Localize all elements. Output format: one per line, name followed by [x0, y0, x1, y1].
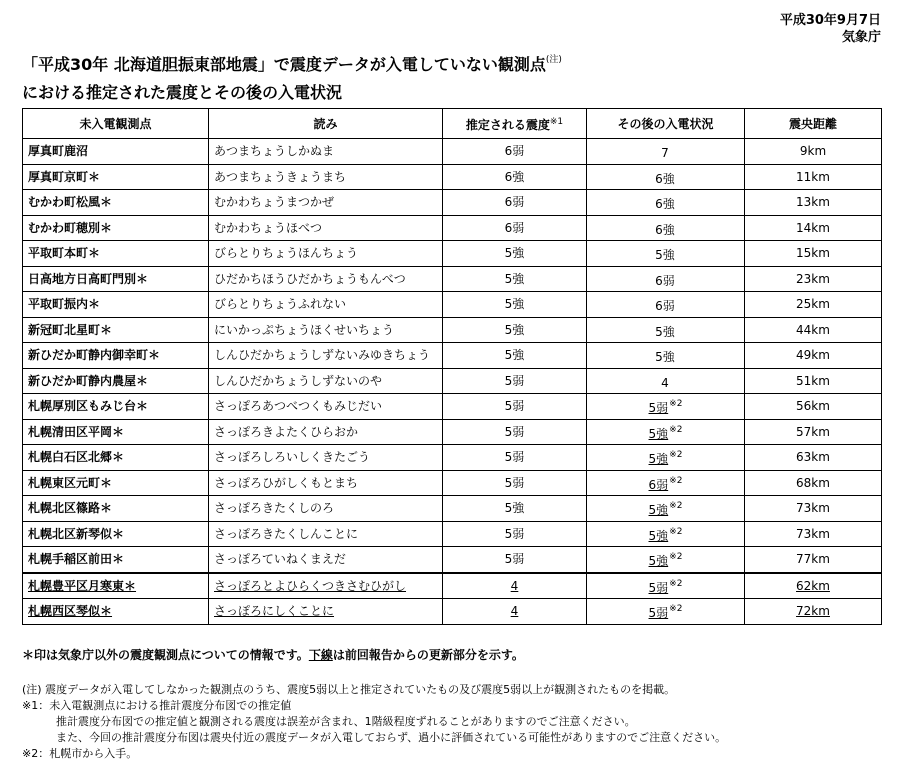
reading-cell: むかわちょうほべつ	[209, 215, 443, 241]
table-row	[23, 445, 882, 471]
distance-cell: 14km	[745, 215, 882, 241]
table-row	[23, 368, 882, 394]
station-name: 新ひだか町静内農屋	[28, 373, 137, 388]
later-value: 5強	[648, 528, 669, 543]
reading-cell: ひだかちほうひだかちょうもんべつ	[209, 266, 443, 292]
note-1-line-1: 推計震度分布図での推定値と観測される震度は誤差が含まれ、1階級程度ずれることがありますのでご注意ください。	[56, 715, 636, 728]
reading-cell: びらとりちょうほんちょう	[209, 241, 443, 267]
station-mark: ＊	[100, 604, 113, 619]
estimated-cell: 5強	[443, 317, 587, 343]
agency-name: 気象庁	[841, 30, 881, 45]
col-later: その後の入電状況	[587, 109, 745, 139]
later-cell	[587, 573, 745, 599]
distance-cell: 73km	[745, 521, 882, 547]
later-value: 6強	[655, 222, 675, 237]
station-name: 札幌北区篠路	[28, 501, 101, 516]
table-row	[23, 573, 882, 599]
station-cell	[23, 573, 209, 599]
table-row	[23, 419, 882, 445]
legend-underline-word: 下線	[308, 648, 333, 662]
table-row	[23, 470, 882, 496]
later-cell	[587, 470, 745, 496]
legend-underline-text: は前回報告からの更新部分を示す。	[332, 648, 524, 662]
station-cell	[23, 470, 209, 496]
station-mark: ＊	[88, 169, 101, 184]
later-value: 5強	[648, 554, 669, 569]
later-cell	[587, 215, 745, 241]
later-value: 4	[661, 375, 669, 390]
title-line-2: における推定された震度とその後の入電状況	[22, 83, 343, 102]
estimated-cell: 6弱	[443, 190, 587, 216]
station-name: 札幌厚別区もみじ台	[28, 399, 137, 414]
later-note: ※2	[669, 552, 683, 563]
estimated-cell: 5弱	[443, 394, 587, 420]
table-row	[23, 215, 882, 241]
reading-cell: さっぽろていねくまえだ	[209, 547, 443, 573]
col-estimated-note: ※1	[549, 117, 564, 127]
station-cell	[23, 521, 209, 547]
table-row	[23, 292, 882, 318]
station-table	[22, 108, 882, 625]
station-name: 平取町振内	[28, 297, 89, 312]
reading-cell: さっぽろきたくしのろ	[209, 496, 443, 522]
later-value: 5弱	[648, 606, 669, 621]
distance-cell: 62km	[745, 573, 882, 599]
distance-cell: 11km	[745, 164, 882, 190]
later-note: ※2	[669, 399, 683, 410]
station-cell	[23, 343, 209, 369]
station-cell	[23, 190, 209, 216]
station-name: 札幌白石区北郷	[28, 450, 113, 465]
station-cell	[23, 317, 209, 343]
report-date: 平成30年9月7日	[779, 13, 881, 28]
estimated-cell: 5弱	[443, 419, 587, 445]
later-value: 6弱	[655, 273, 675, 288]
station-mark: ＊	[88, 297, 101, 312]
col-estimated-label: 推定される震度	[465, 118, 550, 132]
station-cell	[23, 292, 209, 318]
distance-cell: 15km	[745, 241, 882, 267]
legend-asterisk: ＊印は気象庁以外の震度観測点についての情報です。	[22, 648, 309, 662]
note-1-title: ※1：未入電観測点における推計震度分布図での推定値	[22, 699, 292, 712]
estimated-cell: 5弱	[443, 547, 587, 573]
later-cell	[587, 521, 745, 547]
station-mark: ＊	[136, 271, 149, 286]
later-value: 5強	[648, 452, 669, 467]
reading-cell: さっぽろきよたくひらおか	[209, 419, 443, 445]
station-cell	[23, 215, 209, 241]
later-value: 5強	[648, 426, 669, 441]
station-mark: ＊	[88, 246, 101, 261]
reading-cell: さっぽろとよひらくつきさむひがし	[209, 573, 443, 599]
col-station: 未入電観測点	[23, 109, 209, 139]
station-name: 札幌東区元町	[28, 475, 101, 490]
later-cell	[587, 266, 745, 292]
reading-cell: さっぽろにしくことに	[209, 599, 443, 625]
estimated-cell: 6強	[443, 164, 587, 190]
station-mark: ＊	[124, 578, 137, 593]
later-cell	[587, 139, 745, 165]
estimated-cell: 5強	[443, 343, 587, 369]
table-row	[23, 521, 882, 547]
table-header-row	[23, 109, 882, 139]
station-name: 札幌西区琴似	[28, 604, 101, 619]
distance-cell: 9km	[745, 139, 882, 165]
later-cell	[587, 317, 745, 343]
reading-cell: さっぽろしろいしくきたごう	[209, 445, 443, 471]
distance-cell: 13km	[745, 190, 882, 216]
distance-cell: 25km	[745, 292, 882, 318]
table-row	[23, 394, 882, 420]
later-cell	[587, 190, 745, 216]
distance-cell: 44km	[745, 317, 882, 343]
station-name: 新ひだか町静内御幸町	[28, 348, 149, 363]
station-name: 新冠町北星町	[28, 322, 101, 337]
station-cell	[23, 368, 209, 394]
later-cell	[587, 164, 745, 190]
later-value: 5強	[655, 350, 675, 365]
station-name: 日高地方日高町門別	[28, 271, 137, 286]
distance-cell: 63km	[745, 445, 882, 471]
station-cell	[23, 496, 209, 522]
table-row	[23, 241, 882, 267]
distance-cell: 51km	[745, 368, 882, 394]
distance-cell: 49km	[745, 343, 882, 369]
reading-cell: びらとりちょうふれない	[209, 292, 443, 318]
later-value: 6強	[655, 197, 675, 212]
estimated-cell: 5弱	[443, 470, 587, 496]
station-name: むかわ町松風	[28, 195, 101, 210]
station-cell	[23, 139, 209, 165]
later-cell	[587, 292, 745, 318]
title-note-mark: (注)	[545, 55, 562, 65]
table-row	[23, 139, 882, 165]
table-row	[23, 496, 882, 522]
later-cell	[587, 445, 745, 471]
col-distance: 震央距離	[745, 109, 882, 139]
later-note: ※2	[669, 475, 683, 486]
estimated-cell: 6弱	[443, 215, 587, 241]
table-row	[23, 343, 882, 369]
station-name: 札幌豊平区月寒東	[28, 578, 125, 593]
estimated-cell: 4	[443, 599, 587, 625]
distance-cell: 56km	[745, 394, 882, 420]
reading-cell: むかわちょうまつかぜ	[209, 190, 443, 216]
later-value: 5強	[655, 248, 675, 263]
later-cell	[587, 599, 745, 625]
reading-cell: しんひだかちょうしずないみゆきちょう	[209, 343, 443, 369]
estimated-cell: 4	[443, 573, 587, 599]
estimated-cell: 5弱	[443, 368, 587, 394]
station-cell	[23, 445, 209, 471]
later-value: 5弱	[648, 401, 669, 416]
reading-cell: にいかっぷちょうほくせいちょう	[209, 317, 443, 343]
reading-cell: あつまちょうしかぬま	[209, 139, 443, 165]
later-value: 5弱	[648, 580, 669, 595]
station-mark: ＊	[112, 552, 125, 567]
table-row	[23, 164, 882, 190]
station-mark: ＊	[136, 399, 149, 414]
station-name: 札幌手稲区前田	[28, 552, 113, 567]
station-mark: ＊	[100, 322, 113, 337]
distance-cell: 57km	[745, 419, 882, 445]
later-note: ※2	[669, 578, 683, 589]
table-row	[23, 547, 882, 573]
later-note: ※2	[669, 501, 683, 512]
reading-cell: さっぽろきたくしんことに	[209, 521, 443, 547]
reading-cell: あつまちょうきょうまち	[209, 164, 443, 190]
later-value: 6弱	[655, 299, 675, 314]
distance-cell: 77km	[745, 547, 882, 573]
estimated-cell: 5弱	[443, 521, 587, 547]
later-note: ※2	[669, 526, 683, 537]
title-line-1: 「平成30年 北海道胆振東部地震」で震度データが入電していない観測点	[22, 55, 546, 74]
station-cell	[23, 419, 209, 445]
distance-cell: 23km	[745, 266, 882, 292]
station-cell	[23, 266, 209, 292]
later-note: ※2	[669, 604, 683, 615]
legend	[22, 646, 524, 663]
station-name: むかわ町穂別	[28, 220, 101, 235]
reading-cell: しんひだかちょうしずないのや	[209, 368, 443, 394]
estimated-cell: 5強	[443, 292, 587, 318]
distance-cell: 72km	[745, 599, 882, 625]
later-value: 7	[661, 146, 669, 161]
table-row	[23, 266, 882, 292]
note-1-line-2: また、今回の推計震度分布図は震央付近の震度データが入電しておらず、過小に評価されている可能性がありますのでご注意ください。	[56, 731, 727, 744]
station-mark: ＊	[112, 526, 125, 541]
distance-cell: 73km	[745, 496, 882, 522]
reading-cell: さっぽろあつべつくもみじだい	[209, 394, 443, 420]
later-cell	[587, 496, 745, 522]
col-reading: 読み	[209, 109, 443, 139]
station-mark: ＊	[148, 348, 161, 363]
station-cell	[23, 547, 209, 573]
later-value: 5強	[648, 503, 669, 518]
station-name: 札幌清田区平岡	[28, 424, 113, 439]
station-mark: ＊	[112, 424, 125, 439]
distance-cell: 68km	[745, 470, 882, 496]
estimated-cell: 5強	[443, 496, 587, 522]
station-mark: ＊	[100, 475, 113, 490]
table-row	[23, 190, 882, 216]
reading-cell: さっぽろひがしくもとまち	[209, 470, 443, 496]
later-note: ※2	[669, 424, 683, 435]
station-name: 札幌北区新琴似	[28, 526, 113, 541]
station-cell	[23, 241, 209, 267]
station-cell	[23, 164, 209, 190]
station-name: 厚真町京町	[28, 169, 89, 184]
station-mark: ＊	[112, 450, 125, 465]
later-value: 6弱	[648, 477, 669, 492]
table-row	[23, 599, 882, 625]
estimated-cell: 5強	[443, 266, 587, 292]
later-cell	[587, 368, 745, 394]
station-name: 厚真町鹿沼	[28, 144, 89, 159]
station-cell	[23, 394, 209, 420]
estimated-cell: 5強	[443, 241, 587, 267]
later-note: ※2	[669, 450, 683, 461]
estimated-cell: 5弱	[443, 445, 587, 471]
station-cell	[23, 599, 209, 625]
page-title	[22, 46, 562, 107]
station-mark: ＊	[100, 195, 113, 210]
later-cell	[587, 419, 745, 445]
station-name: 平取町本町	[28, 246, 89, 261]
footnotes	[22, 682, 726, 762]
col-estimated	[443, 109, 587, 139]
estimated-cell: 6弱	[443, 139, 587, 165]
report-date-block	[780, 12, 881, 46]
station-mark: ＊	[100, 220, 113, 235]
later-cell	[587, 241, 745, 267]
note-main: (注) 震度データが入電してしなかった観測点のうち、震度5弱以上と推定されていたもの及び震度5弱以上が観測されたものを掲載。	[22, 683, 676, 696]
later-value: 6強	[655, 171, 675, 186]
station-mark: ＊	[100, 501, 113, 516]
table-row	[23, 317, 882, 343]
later-value: 5強	[655, 324, 675, 339]
later-cell	[587, 394, 745, 420]
note-2: ※2：札幌市から入手。	[22, 747, 138, 760]
later-cell	[587, 547, 745, 573]
later-cell	[587, 343, 745, 369]
station-mark: ＊	[136, 373, 149, 388]
